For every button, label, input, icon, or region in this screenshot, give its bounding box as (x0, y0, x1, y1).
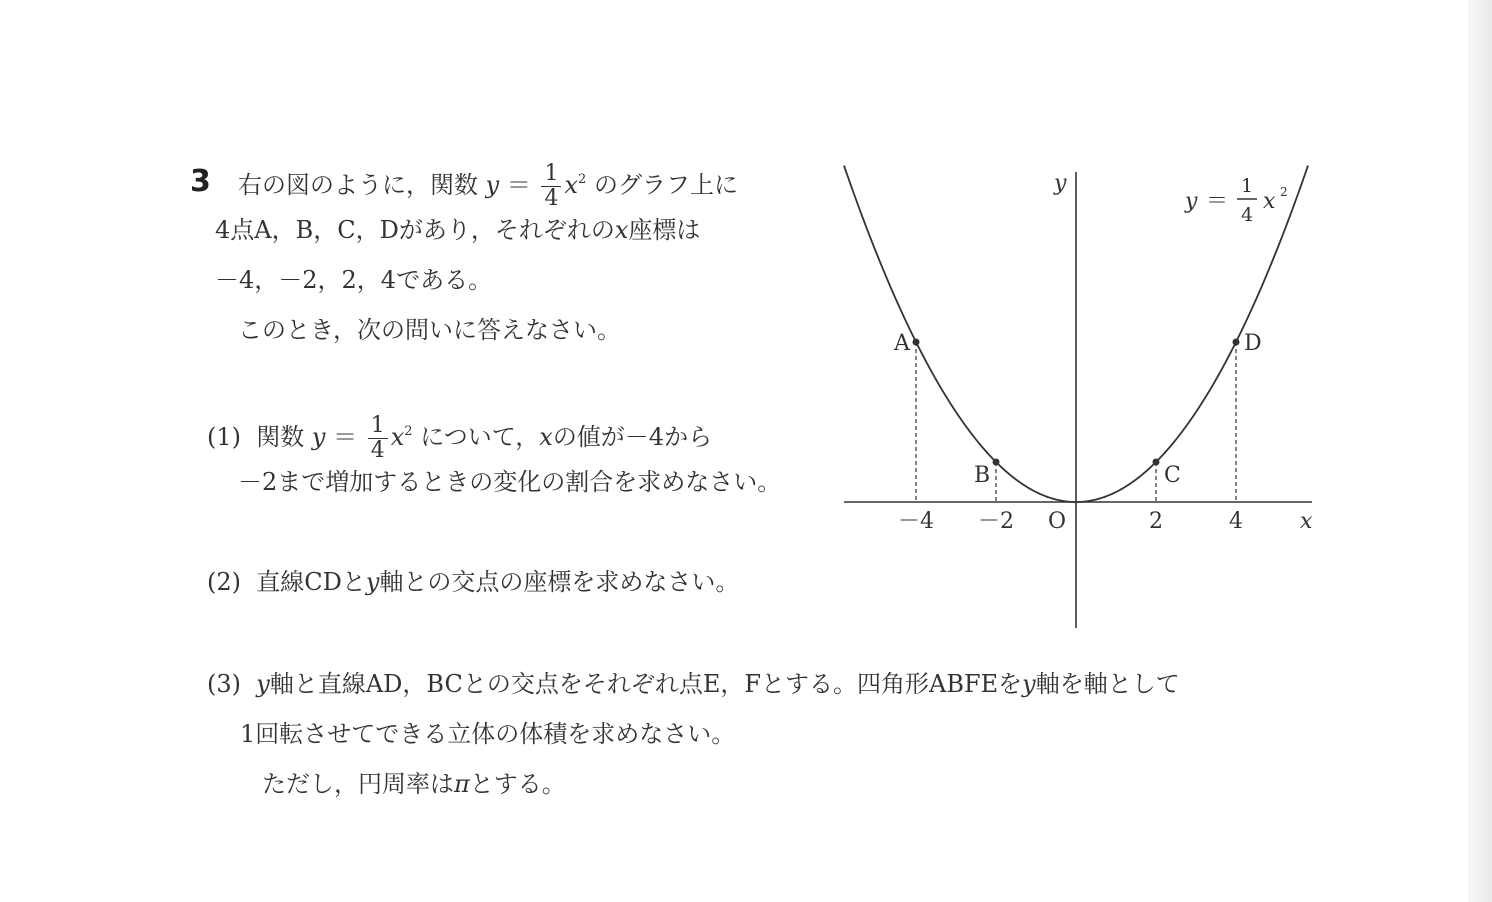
curve-label-denominator: 4 (1240, 204, 1254, 226)
q1-func-numerator: 1 (368, 414, 388, 439)
q1-line-2: －2まで増加するときの変化の割合を求めなさい。 (238, 468, 782, 496)
curve-label-y: y (1185, 189, 1198, 214)
origin-label: O (1048, 509, 1067, 534)
q3-text-b: 軸と直線AD，BCとの交点をそれぞれ点E，Fとする。四角形ABFEを (269, 670, 1023, 698)
q3-text-c: 軸を軸として (1035, 670, 1180, 698)
func-exponent: 2 (578, 172, 587, 187)
q1-text-a: 関数 (256, 423, 305, 451)
intro-text-1a: 右の図のように，関数 (238, 171, 478, 199)
curve-label-x: x (1263, 189, 1276, 214)
func-eq: ＝ (506, 171, 531, 199)
q1-func-x: x (390, 423, 405, 451)
tick-label-neg4: －4 (898, 509, 934, 534)
intro-x-var: x (614, 216, 629, 244)
intro-line-4: このとき，次の問いに答えなさい。 (238, 316, 622, 344)
graph-points (893, 331, 1262, 488)
q3-y-var-1: y (256, 670, 270, 698)
q1-func-eq: ＝ (333, 423, 358, 451)
point-b (993, 459, 1000, 466)
intro-text-2b: 座標は (628, 216, 701, 244)
point-label-d: D (1244, 331, 1262, 356)
intro-text-2a: 4点A，B，C，Dがあり，それぞれの (215, 216, 615, 244)
q3-number: (3) (207, 670, 241, 698)
q2-number: (2) (207, 568, 241, 596)
point-label-b: B (974, 463, 991, 488)
point-label-c: C (1164, 463, 1181, 488)
point-c (1153, 459, 1160, 466)
x-axis-label: x (1300, 509, 1313, 534)
q1-x-var: x (539, 423, 553, 451)
q1-func-denominator: 4 (370, 438, 385, 463)
q3-pi: π (454, 770, 470, 798)
q3-text-f: とする。 (469, 770, 566, 798)
q1-func-y: y (311, 423, 326, 451)
func-denominator: 4 (544, 186, 559, 211)
tick-label-4: 4 (1229, 509, 1243, 534)
q2-text-a: 直線CDと (256, 568, 366, 596)
point-d (1233, 339, 1240, 346)
point-a (913, 339, 920, 346)
y-axis-label: y (1054, 171, 1067, 196)
intro-text-1b: のグラフ上に (593, 171, 738, 199)
q1-text-c: の値が－4から (552, 423, 713, 451)
tick-label-2: 2 (1149, 509, 1163, 534)
tick-label-neg2: －2 (978, 509, 1014, 534)
intro-line-3: －4，－2，2，4である。 (215, 266, 493, 294)
q1-text-b: について， (420, 423, 540, 451)
q3-y-var-2: y (1022, 670, 1036, 698)
curve-label-eq: ＝ (1206, 189, 1229, 214)
q1-number: (1) (207, 423, 241, 451)
q2-y-var: y (365, 568, 380, 596)
q1-func-exponent: 2 (404, 424, 413, 439)
problem-number: 3 (190, 164, 211, 199)
tick-labels (898, 509, 1243, 534)
func-x: x (564, 171, 579, 199)
curve-label-exponent: 2 (1280, 185, 1288, 199)
func-y: y (485, 171, 500, 199)
q2-text-b: 軸との交点の座標を求めなさい。 (379, 568, 740, 596)
curve-label-numerator: 1 (1240, 175, 1254, 197)
func-numerator: 1 (541, 162, 561, 187)
point-label-a: A (894, 331, 910, 356)
q3-line-2: 1回転させてできる立体の体積を求めなさい。 (240, 720, 736, 748)
q3-text-e: ただし，円周率は (262, 770, 454, 798)
curve-label (1184, 175, 1288, 226)
